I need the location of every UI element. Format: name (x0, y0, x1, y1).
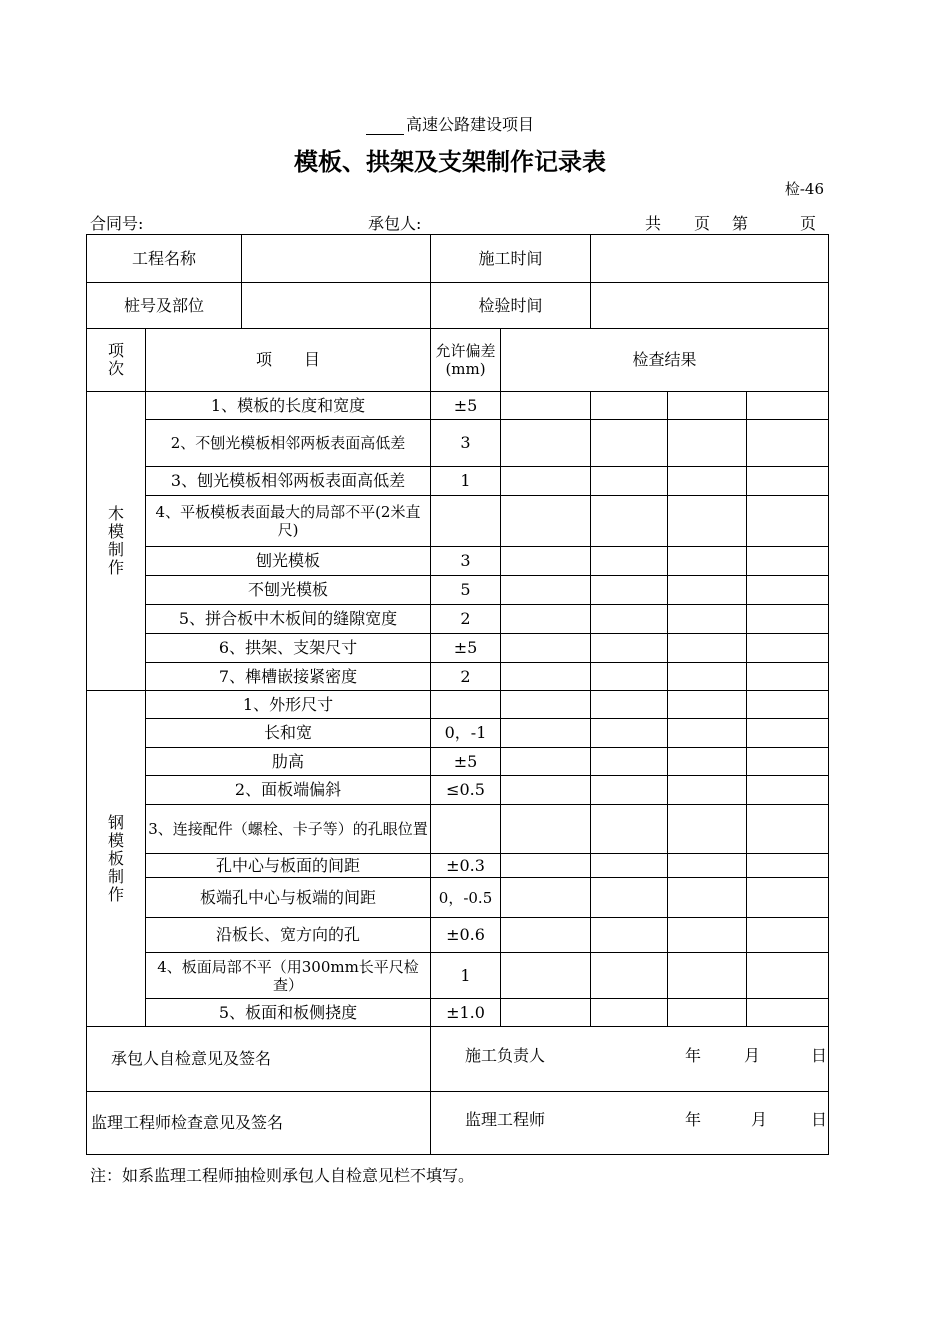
year-label: 年 (685, 1110, 702, 1129)
wood-row-3-item: 3、刨光模板相邻两板表面高低差 (146, 467, 431, 496)
result-cell[interactable] (668, 854, 747, 878)
wood-row-1-tol: ±5 (431, 392, 501, 420)
steel-row-4-item: 2、面板端偏斜 (146, 776, 431, 805)
result-cell[interactable] (501, 663, 591, 691)
result-cell[interactable] (501, 392, 591, 420)
contractor-responsible-label: 施工负责人 (465, 1046, 546, 1065)
result-cell[interactable] (501, 748, 591, 776)
wood-row-9-tol: 2 (431, 663, 501, 691)
result-cell[interactable] (501, 999, 591, 1027)
result-cell[interactable] (747, 719, 829, 748)
result-cell[interactable] (591, 420, 668, 467)
result-cell[interactable] (501, 854, 591, 878)
result-cell[interactable] (501, 467, 591, 496)
wood-row-9-item: 7、榫槽嵌接紧密度 (146, 663, 431, 691)
project-name-cell[interactable] (242, 235, 431, 283)
tolerance-header: 允许偏差(mm) (431, 329, 501, 392)
result-cell[interactable] (591, 634, 668, 663)
day-label: 日 (811, 1110, 828, 1129)
result-cell[interactable] (747, 776, 829, 805)
steel-row-4-tol: ≤0.5 (431, 776, 501, 805)
result-cell[interactable] (591, 953, 668, 999)
result-cell[interactable] (591, 878, 668, 918)
steel-row-10-tol: ±1.0 (431, 999, 501, 1027)
form-title: 模板、拱架及支架制作记录表 (294, 148, 606, 176)
result-cell[interactable] (668, 999, 747, 1027)
result-cell[interactable] (591, 805, 668, 854)
wood-row-6-tol: 5 (431, 576, 501, 605)
page-number-label: 第 (732, 214, 749, 233)
result-cell[interactable] (668, 420, 747, 467)
contractor-opinion-label: 承包人自检意见及签名 (87, 1027, 431, 1092)
result-cell[interactable] (591, 496, 668, 547)
result-cell[interactable] (668, 719, 747, 748)
result-cell[interactable] (591, 467, 668, 496)
steel-row-8-tol: ±0.6 (431, 918, 501, 953)
result-header: 检查结果 (501, 329, 829, 392)
result-cell[interactable] (747, 605, 829, 634)
steel-row-5-tol (431, 805, 501, 854)
result-cell[interactable] (747, 854, 829, 878)
footnote: 注：如系监理工程师抽检则承包人自检意见栏不填写。 (90, 1166, 475, 1185)
inspection-table (86, 234, 829, 1155)
wood-row-8-item: 6、拱架、支架尺寸 (146, 634, 431, 663)
steel-row-8-item: 沿板长、宽方向的孔 (146, 918, 431, 953)
result-cell[interactable] (501, 719, 591, 748)
item-header: 项 目 (146, 329, 431, 392)
result-cell[interactable] (668, 496, 747, 547)
result-cell[interactable] (668, 878, 747, 918)
inspection-time-label: 检验时间 (431, 283, 591, 329)
result-cell[interactable] (747, 953, 829, 999)
result-cell[interactable] (501, 420, 591, 467)
wood-row-2-tol: 3 (431, 420, 501, 467)
station-cell[interactable] (242, 283, 431, 329)
steel-row-1-tol (431, 691, 501, 719)
result-cell[interactable] (747, 691, 829, 719)
result-cell[interactable] (591, 776, 668, 805)
result-cell[interactable] (668, 392, 747, 420)
wood-row-8-tol: ±5 (431, 634, 501, 663)
contract-number-label: 合同号: (90, 214, 144, 233)
steel-row-7-item: 板端孔中心与板端的间距 (146, 878, 431, 918)
construction-time-cell[interactable] (591, 235, 829, 283)
steel-row-1-item: 1、外形尺寸 (146, 691, 431, 719)
result-cell[interactable] (747, 420, 829, 467)
wood-group-label: 木模制作 (87, 392, 146, 691)
engineer-label: 监理工程师 (465, 1110, 546, 1129)
steel-row-3-item: 肋高 (146, 748, 431, 776)
result-cell[interactable] (668, 918, 747, 953)
steel-row-10-item: 5、板面和板侧挠度 (146, 999, 431, 1027)
inspection-time-cell[interactable] (591, 283, 829, 329)
result-cell[interactable] (747, 467, 829, 496)
result-cell[interactable] (591, 605, 668, 634)
project-line (0, 112, 900, 135)
steel-group-label: 钢模板制作 (87, 691, 146, 1027)
result-cell[interactable] (747, 576, 829, 605)
result-cell[interactable] (747, 496, 829, 547)
result-cell[interactable] (501, 953, 591, 999)
result-cell[interactable] (501, 918, 591, 953)
wood-row-7-tol: 2 (431, 605, 501, 634)
contractor-label: 承包人: (368, 214, 422, 233)
result-cell[interactable] (501, 776, 591, 805)
result-cell[interactable] (668, 805, 747, 854)
result-cell[interactable] (668, 663, 747, 691)
wood-row-2-item: 2、不刨光模板相邻两板表面高低差 (146, 420, 431, 467)
engineer-opinion-cell[interactable] (431, 1092, 829, 1155)
result-cell[interactable] (501, 605, 591, 634)
result-cell[interactable] (591, 748, 668, 776)
result-cell[interactable] (591, 392, 668, 420)
wood-row-5-tol: 3 (431, 547, 501, 576)
result-cell[interactable] (501, 547, 591, 576)
form-code: 检-46 (784, 180, 824, 198)
engineer-opinion-label: 监理工程师检查意见及签名 (87, 1092, 431, 1155)
page-number-unit: 页 (800, 214, 817, 233)
result-cell[interactable] (668, 953, 747, 999)
steel-row-5-item: 3、连接配件（螺栓、卡子等）的孔眼位置 (146, 805, 431, 854)
result-cell[interactable] (501, 691, 591, 719)
steel-row-6-item: 孔中心与板面的间距 (146, 854, 431, 878)
result-cell[interactable] (668, 576, 747, 605)
result-cell[interactable] (591, 663, 668, 691)
result-cell[interactable] (747, 663, 829, 691)
project-name-blank[interactable] (366, 118, 404, 135)
month-label: 月 (751, 1110, 768, 1129)
result-cell[interactable] (591, 576, 668, 605)
result-cell[interactable] (668, 691, 747, 719)
result-cell[interactable] (747, 999, 829, 1027)
year-label: 年 (685, 1046, 702, 1065)
wood-row-4-tol (431, 496, 501, 547)
result-cell[interactable] (668, 605, 747, 634)
wood-row-7-item: 5、拼合板中木板间的缝隙宽度 (146, 605, 431, 634)
project-name-label: 工程名称 (87, 235, 242, 283)
steel-row-3-tol: ±5 (431, 748, 501, 776)
result-cell[interactable] (591, 547, 668, 576)
result-cell[interactable] (668, 748, 747, 776)
wood-row-4-item: 4、平板模板表面最大的局部不平(2米直尺) (146, 496, 431, 547)
result-cell[interactable] (591, 691, 668, 719)
result-cell[interactable] (747, 878, 829, 918)
steel-row-9-tol: 1 (431, 953, 501, 999)
wood-row-3-tol: 1 (431, 467, 501, 496)
contractor-opinion-cell[interactable] (431, 1027, 829, 1092)
steel-row-9-item: 4、板面局部不平（用300mm长平尺检查） (146, 953, 431, 999)
result-cell[interactable] (747, 392, 829, 420)
steel-row-2-item: 长和宽 (146, 719, 431, 748)
result-cell[interactable] (747, 748, 829, 776)
result-cell[interactable] (591, 854, 668, 878)
wood-row-1-item: 1、模板的长度和宽度 (146, 392, 431, 420)
result-cell[interactable] (747, 805, 829, 854)
result-cell[interactable] (668, 467, 747, 496)
pages-total-label: 共 (645, 214, 662, 233)
pages-total-unit: 页 (694, 214, 711, 233)
result-cell[interactable] (501, 576, 591, 605)
result-cell[interactable] (668, 634, 747, 663)
result-cell[interactable] (501, 634, 591, 663)
wood-row-5-item: 刨光模板 (146, 547, 431, 576)
result-cell[interactable] (747, 634, 829, 663)
result-cell[interactable] (501, 878, 591, 918)
day-label: 日 (811, 1046, 828, 1065)
result-cell[interactable] (747, 547, 829, 576)
result-cell[interactable] (591, 719, 668, 748)
project-label: 高速公路建设项目 (405, 115, 534, 134)
seq-header: 项次 (87, 329, 146, 392)
result-cell[interactable] (591, 918, 668, 953)
result-cell[interactable] (668, 776, 747, 805)
steel-row-2-tol: 0，-1 (431, 719, 501, 748)
result-cell[interactable] (591, 999, 668, 1027)
construction-time-label: 施工时间 (431, 235, 591, 283)
result-cell[interactable] (747, 918, 829, 953)
month-label: 月 (744, 1046, 761, 1065)
result-cell[interactable] (501, 496, 591, 547)
wood-row-6-item: 不刨光模板 (146, 576, 431, 605)
result-cell[interactable] (501, 805, 591, 854)
steel-row-7-tol: 0，-0.5 (431, 878, 501, 918)
steel-row-6-tol: ±0.3 (431, 854, 501, 878)
station-label: 桩号及部位 (87, 283, 242, 329)
result-cell[interactable] (668, 547, 747, 576)
